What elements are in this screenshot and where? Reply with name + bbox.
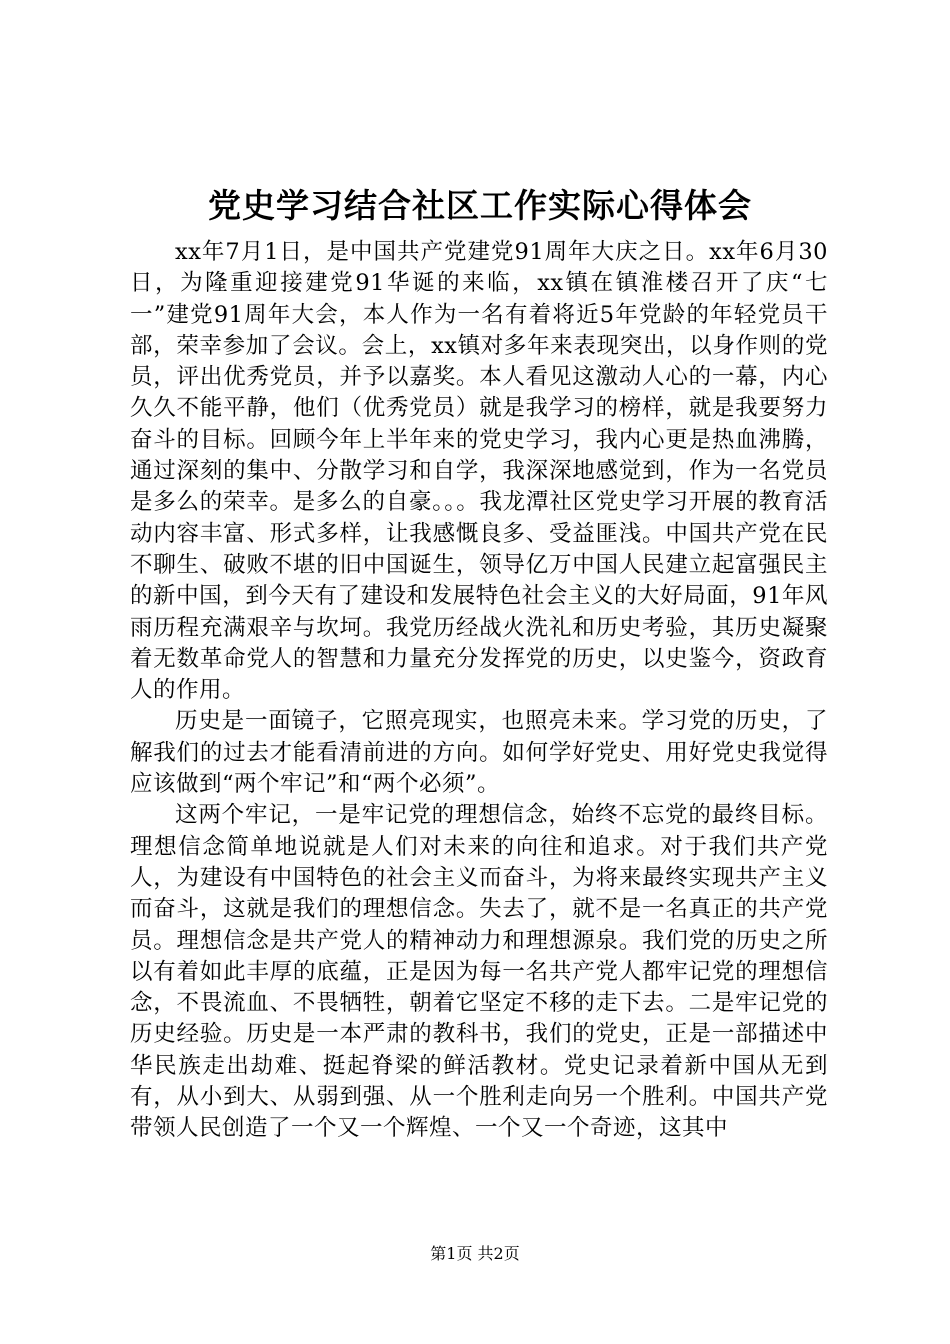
document-body <box>130 237 828 1145</box>
paragraph-3: 这两个牢记，一是牢记党的理想信念，始终不忘党的最终目标。理想信念简单地说就是人们对未来的向往和追求。对于我们共产党人，为建设有中国特色的社会主义而奋斗，为将来最终实现共产主义而奋斗，这就是我们的理想信念。失去了，就不是一名真正的共产党员。理想信念是共产党人的精神动力和理想源泉。我们党的历史之所以有着如此丰厚的底蕴，正是因为每一名共产党人都牢记党的理想信念，不畏流血、不畏牺牲，朝着它坚定不移的走下去。二是牢记党的历史经验。历史是一本严肃的教科书，我们的党史，正是一部描述中华民族走出劫难、挺起脊梁的鲜活教材。党史记录着新中国从无到有，从小到大、从弱到强、从一个胜利走向另一个胜利。中国共产党带领人民创造了一个又一个辉煌、一个又一个奇迹，这其中 <box>130 802 828 1142</box>
paragraph-1: xx年7月1日，是中国共产党建党91周年大庆之日。xx年6月30日，为隆重迎接建党91华诞的来临，xx镇在镇淮楼召开了庆“七一”建党91周年大会，本人作为一名有着将近5年党龄的年轻党员干部，荣幸参加了会议。会上，xx镇对多年来表现突出，以身作则的党员，评出优秀党员，并予以嘉奖。本人看见这激动人心的一幕，内心久久不能平静，他们（优秀党员）就是我学习的榜样，就是我要努力奋斗的目标。回顾今年上半年来的党史学习，我内心更是热血沸腾，通过深刻的集中、分散学习和自学，我深深地感觉到，作为一名党员是多么的荣幸。是多么的自豪。。。我龙潭社区党史学习开展的教育活动内容丰富、形式多样，让我感慨良多、受益匪浅。中国共产党在民不聊生、破败不堪的旧中国诞生，领导亿万中国人民建立起富强民主的新中国，到今天有了建设和发展特色社会主义的大好局面，91年风雨历程充满艰辛与坎坷。我党历经战火洗礼和历史考验，其历史凝聚着无数革命党人的智慧和力量充分发挥党的历史，以史鉴今，资政育人的作用。 <box>130 239 828 704</box>
paragraph-2: 历史是一面镜子，它照亮现实，也照亮未来。学习党的历史，了解我们的过去才能看清前进的方向。如何学好党史、用好党史我觉得应该做到“两个牢记”和“两个必须”。 <box>130 708 828 798</box>
page-number-footer: 第1页 共2页 <box>430 1244 520 1263</box>
document-title: 党史学习结合社区工作实际心得体会 <box>208 186 752 225</box>
